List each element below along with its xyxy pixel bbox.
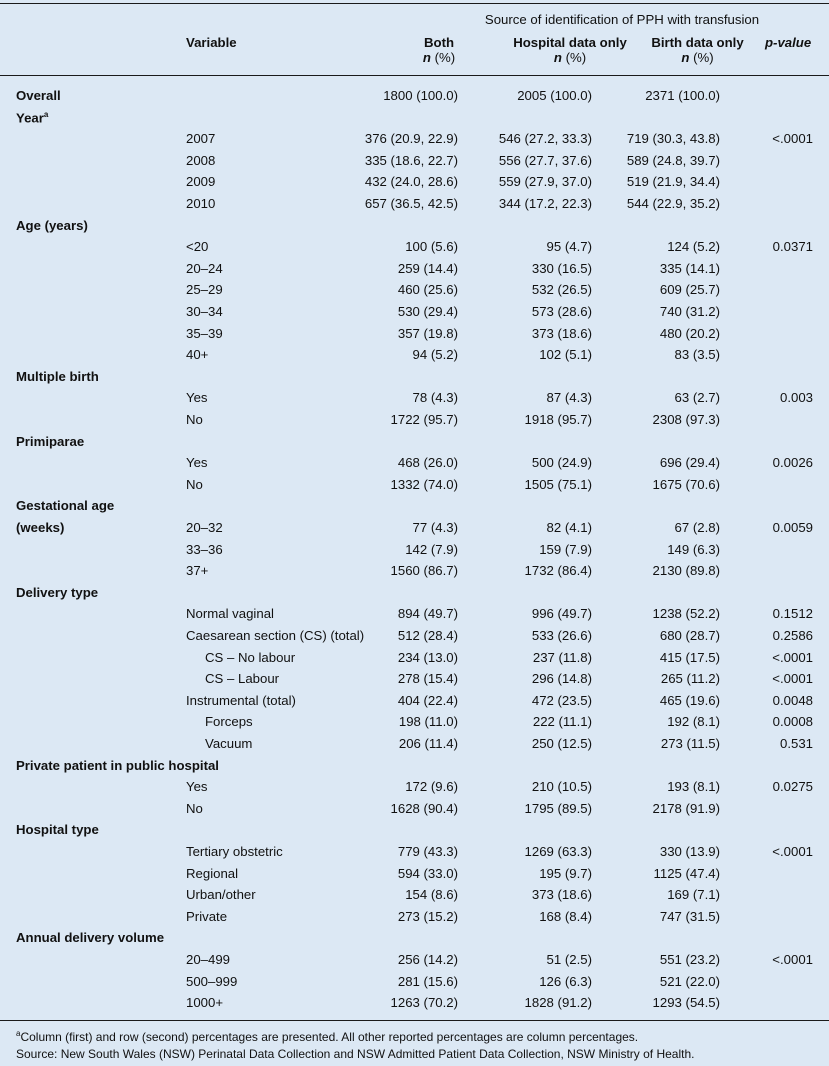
cell-birth: 465 (19.6) xyxy=(659,693,720,708)
row-level-label: Yes xyxy=(186,390,208,405)
table-footnote xyxy=(16,1025,695,1063)
cell-hospital: 126 (6.3) xyxy=(539,974,592,989)
header-both-n: n (%) xyxy=(422,50,456,65)
footnote-source: Source: New South Wales (NSW) Perinatal Data Collection and NSW Admitted Patient Data Collection, NSW Ministry of Health. xyxy=(16,1047,695,1061)
row-level-label: Private xyxy=(186,909,228,924)
cell-hospital: 344 (17.2, 22.3) xyxy=(498,196,592,211)
cell-pvalue: 0.0008 xyxy=(772,714,813,729)
row-level-label: 37+ xyxy=(186,563,209,578)
cell-hospital: 330 (16.5) xyxy=(531,261,592,276)
cell-hospital: 1269 (63.3) xyxy=(524,844,592,859)
cell-both: 335 (18.6, 22.7) xyxy=(364,153,458,168)
cell-both: 779 (43.3) xyxy=(397,844,458,859)
row-level-label: No xyxy=(186,801,203,816)
cell-hospital: 472 (23.5) xyxy=(531,693,592,708)
cell-pvalue: <.0001 xyxy=(772,671,813,686)
row-group-label: Gestational age xyxy=(16,498,115,513)
cell-birth: 83 (3.5) xyxy=(674,347,720,362)
cell-hospital: 250 (12.5) xyxy=(531,736,592,751)
cell-birth: 67 (2.8) xyxy=(674,520,720,535)
header-variable: Variable xyxy=(186,35,237,50)
header-birth-label: Birth data only xyxy=(651,35,744,50)
cell-hospital: 237 (11.8) xyxy=(532,650,592,665)
row-level-label: 500–999 xyxy=(186,974,238,989)
cell-hospital: 195 (9.7) xyxy=(539,866,592,881)
row-level-label: 2007 xyxy=(186,131,216,146)
row-level-label: Caesarean section (CS) (total) xyxy=(186,628,365,643)
cell-both: 657 (36.5, 42.5) xyxy=(364,196,458,211)
cell-both: 376 (20.9, 22.9) xyxy=(364,131,458,146)
cell-birth: 551 (23.2) xyxy=(659,952,720,967)
cell-birth: 1675 (70.6) xyxy=(652,477,720,492)
cell-pvalue: 0.0059 xyxy=(772,520,813,535)
cell-both: 1800 (100.0) xyxy=(383,88,458,103)
cell-both: 594 (33.0) xyxy=(397,866,458,881)
row-level-label: 2010 xyxy=(186,196,216,211)
cell-birth: 2130 (89.8) xyxy=(652,563,720,578)
row-level-label: 25–29 xyxy=(186,282,223,297)
cell-hospital: 533 (26.6) xyxy=(531,628,592,643)
header-both xyxy=(380,35,498,65)
cell-birth: 169 (7.1) xyxy=(667,887,720,902)
cell-birth: 63 (2.7) xyxy=(674,390,720,405)
row-level-label: <20 xyxy=(186,239,209,254)
cell-hospital: 1828 (91.2) xyxy=(524,995,592,1010)
cell-both: 460 (25.6) xyxy=(397,282,458,297)
cell-birth: 2371 (100.0) xyxy=(645,88,720,103)
header-both-label: Both xyxy=(423,35,455,50)
row-level-label: CS – No labour xyxy=(205,650,296,665)
cell-birth: 747 (31.5) xyxy=(659,909,720,924)
cell-birth: 480 (20.2) xyxy=(659,326,720,341)
row-group-label: Private patient in public hospital xyxy=(16,758,219,773)
cell-both: 198 (11.0) xyxy=(398,714,458,729)
row-group-label: Primiparae xyxy=(16,434,85,449)
cell-pvalue: <.0001 xyxy=(772,650,813,665)
row-group-label: Annual delivery volume xyxy=(16,930,165,945)
row-level-label: 35–39 xyxy=(186,326,223,341)
row-level-label: 1000+ xyxy=(186,995,224,1010)
cell-both: 100 (5.6) xyxy=(405,239,458,254)
row-level-label: 2009 xyxy=(186,174,216,189)
row-level-label: Yes xyxy=(186,455,208,470)
cell-hospital: 168 (8.4) xyxy=(539,909,592,924)
header-rule xyxy=(0,75,829,76)
cell-hospital: 373 (18.6) xyxy=(531,887,592,902)
header-pvalue: p-value xyxy=(765,35,812,50)
row-level-label: CS – Labour xyxy=(205,671,280,686)
cell-both: 432 (24.0, 28.6) xyxy=(364,174,458,189)
row-level-label: 33–36 xyxy=(186,542,223,557)
cell-pvalue: 0.2586 xyxy=(772,628,813,643)
cell-both: 1263 (70.2) xyxy=(390,995,458,1010)
spanner-text: Source of identification of PPH with transfusion xyxy=(484,12,760,27)
cell-birth: 265 (11.2) xyxy=(660,671,720,686)
cell-birth: 519 (21.9, 34.4) xyxy=(626,174,720,189)
cell-birth: 335 (14.1) xyxy=(659,261,720,276)
cell-both: 142 (7.9) xyxy=(405,542,458,557)
cell-pvalue: <.0001 xyxy=(772,952,813,967)
top-rule xyxy=(0,3,829,4)
row-level-label: No xyxy=(186,477,203,492)
cell-both: 530 (29.4) xyxy=(397,304,458,319)
row-group-label: Age (years) xyxy=(16,218,88,233)
cell-birth: 544 (22.9, 35.2) xyxy=(626,196,720,211)
cell-both: 512 (28.4) xyxy=(397,628,458,643)
row-group-label: Year$^a$ xyxy=(16,110,49,126)
cell-hospital: 82 (4.1) xyxy=(546,520,592,535)
row-level-label: 40+ xyxy=(186,347,209,362)
cell-hospital: 373 (18.6) xyxy=(531,326,592,341)
row-group-label: (weeks) xyxy=(16,520,65,535)
cell-hospital: 1505 (75.1) xyxy=(524,477,592,492)
header-birth xyxy=(640,35,755,65)
cell-birth: 330 (13.9) xyxy=(659,844,720,859)
header-birth-n: n (%) xyxy=(681,50,714,65)
cell-birth: 149 (6.3) xyxy=(667,542,720,557)
cell-pvalue: 0.003 xyxy=(779,390,813,405)
cell-hospital: 95 (4.7) xyxy=(546,239,592,254)
cell-both: 154 (8.6) xyxy=(405,887,458,902)
cell-hospital: 532 (26.5) xyxy=(531,282,592,297)
cell-hospital: 87 (4.3) xyxy=(546,390,592,405)
cell-birth: 719 (30.3, 43.8) xyxy=(626,131,720,146)
cell-birth: 521 (22.0) xyxy=(659,974,720,989)
cell-hospital: 546 (27.2, 33.3) xyxy=(498,131,592,146)
cell-both: 281 (15.6) xyxy=(397,974,458,989)
cell-hospital: 102 (5.1) xyxy=(539,347,592,362)
cell-hospital: 573 (28.6) xyxy=(531,304,592,319)
cell-birth: 124 (5.2) xyxy=(667,239,720,254)
row-level-label: Normal vaginal xyxy=(186,606,274,621)
cell-hospital: 222 (11.1) xyxy=(532,714,592,729)
cell-birth: 193 (8.1) xyxy=(667,779,720,794)
cell-both: 77 (4.3) xyxy=(412,520,458,535)
cell-both: 206 (11.4) xyxy=(398,736,458,751)
cell-both: 1332 (74.0) xyxy=(390,477,458,492)
row-group-label: Delivery type xyxy=(16,585,99,600)
cell-hospital: 296 (14.8) xyxy=(531,671,592,686)
cell-pvalue: 0.0371 xyxy=(772,239,813,254)
cell-hospital: 51 (2.5) xyxy=(546,952,592,967)
row-group-label: Hospital type xyxy=(16,822,99,837)
cell-both: 1560 (86.7) xyxy=(390,563,458,578)
cell-hospital: 500 (24.9) xyxy=(531,455,592,470)
cell-both: 278 (15.4) xyxy=(397,671,458,686)
row-level-label: 20–32 xyxy=(186,520,223,535)
row-level-label: Tertiary obstetric xyxy=(186,844,283,859)
cell-hospital: 210 (10.5) xyxy=(531,779,592,794)
cell-hospital: 996 (49.7) xyxy=(531,606,592,621)
cell-birth: 192 (8.1) xyxy=(667,714,720,729)
cell-birth: 273 (11.5) xyxy=(660,736,720,751)
cell-both: 1722 (95.7) xyxy=(390,412,458,427)
cell-both: 256 (14.2) xyxy=(397,952,458,967)
cell-birth: 1293 (54.5) xyxy=(652,995,720,1010)
cell-both: 1628 (90.4) xyxy=(390,801,458,816)
cell-birth: 1238 (52.2) xyxy=(652,606,720,621)
cell-hospital: 1732 (86.4) xyxy=(524,563,592,578)
cell-birth: 740 (31.2) xyxy=(659,304,720,319)
footnote-marker: a xyxy=(43,110,49,119)
cell-birth: 415 (17.5) xyxy=(659,650,720,665)
cell-hospital: 159 (7.9) xyxy=(539,542,592,557)
cell-both: 404 (22.4) xyxy=(397,693,458,708)
row-level-label: Yes xyxy=(186,779,208,794)
cell-pvalue: 0.0026 xyxy=(772,455,813,470)
row-group-label: Multiple birth xyxy=(16,369,99,384)
cell-both: 894 (49.7) xyxy=(397,606,458,621)
cell-hospital: 556 (27.7, 37.6) xyxy=(498,153,592,168)
cell-pvalue: 0.531 xyxy=(779,736,813,751)
cell-both: 357 (19.8) xyxy=(397,326,458,341)
row-level-label: Regional xyxy=(186,866,239,881)
header-hospital xyxy=(505,35,635,65)
cell-pvalue: 0.0275 xyxy=(772,779,813,794)
cell-hospital: 1918 (95.7) xyxy=(524,412,592,427)
cell-pvalue: 0.0048 xyxy=(772,693,813,708)
cell-birth: 609 (25.7) xyxy=(659,282,720,297)
cell-birth: 2308 (97.3) xyxy=(652,412,720,427)
cell-both: 259 (14.4) xyxy=(397,261,458,276)
cell-both: 94 (5.2) xyxy=(412,347,458,362)
cell-both: 273 (15.2) xyxy=(397,909,458,924)
header-hospital-label: Hospital data only xyxy=(513,35,627,50)
row-level-label: Urban/other xyxy=(186,887,256,902)
cell-both: 468 (26.0) xyxy=(397,455,458,470)
header-hospital-n: n (%) xyxy=(553,50,587,65)
row-level-label: 2008 xyxy=(186,153,216,168)
cell-hospital: 1795 (89.5) xyxy=(524,801,592,816)
cell-both: 78 (4.3) xyxy=(412,390,458,405)
cell-pvalue: 0.1512 xyxy=(772,606,813,621)
cell-birth: 696 (29.4) xyxy=(659,455,720,470)
row-level-label: 20–499 xyxy=(186,952,231,967)
cell-pvalue: <.0001 xyxy=(772,844,813,859)
row-level-label: No xyxy=(186,412,203,427)
cell-hospital: 2005 (100.0) xyxy=(517,88,592,103)
row-level-label: Forceps xyxy=(205,714,253,729)
row-group-label: Overall xyxy=(16,88,61,103)
row-level-label: 30–34 xyxy=(186,304,223,319)
cell-both: 234 (13.0) xyxy=(397,650,458,665)
cell-pvalue: <.0001 xyxy=(772,131,813,146)
cell-birth: 680 (28.7) xyxy=(659,628,720,643)
row-level-label: 20–24 xyxy=(186,261,223,276)
cell-hospital: 559 (27.9, 37.0) xyxy=(498,174,592,189)
cell-birth: 1125 (47.4) xyxy=(653,866,720,881)
row-level-label: Instrumental (total) xyxy=(186,693,296,708)
cell-birth: 589 (24.8, 39.7) xyxy=(626,153,720,168)
cell-birth: 2178 (91.9) xyxy=(652,801,720,816)
row-level-label: Vacuum xyxy=(205,736,253,751)
cell-both: 172 (9.6) xyxy=(405,779,458,794)
column-spanner xyxy=(415,12,829,27)
bottom-rule xyxy=(0,1020,829,1021)
footnote-note: $^a$Column (first) and row (second) percentages are presented. All other reported percentages are column percentages. xyxy=(16,1029,639,1044)
